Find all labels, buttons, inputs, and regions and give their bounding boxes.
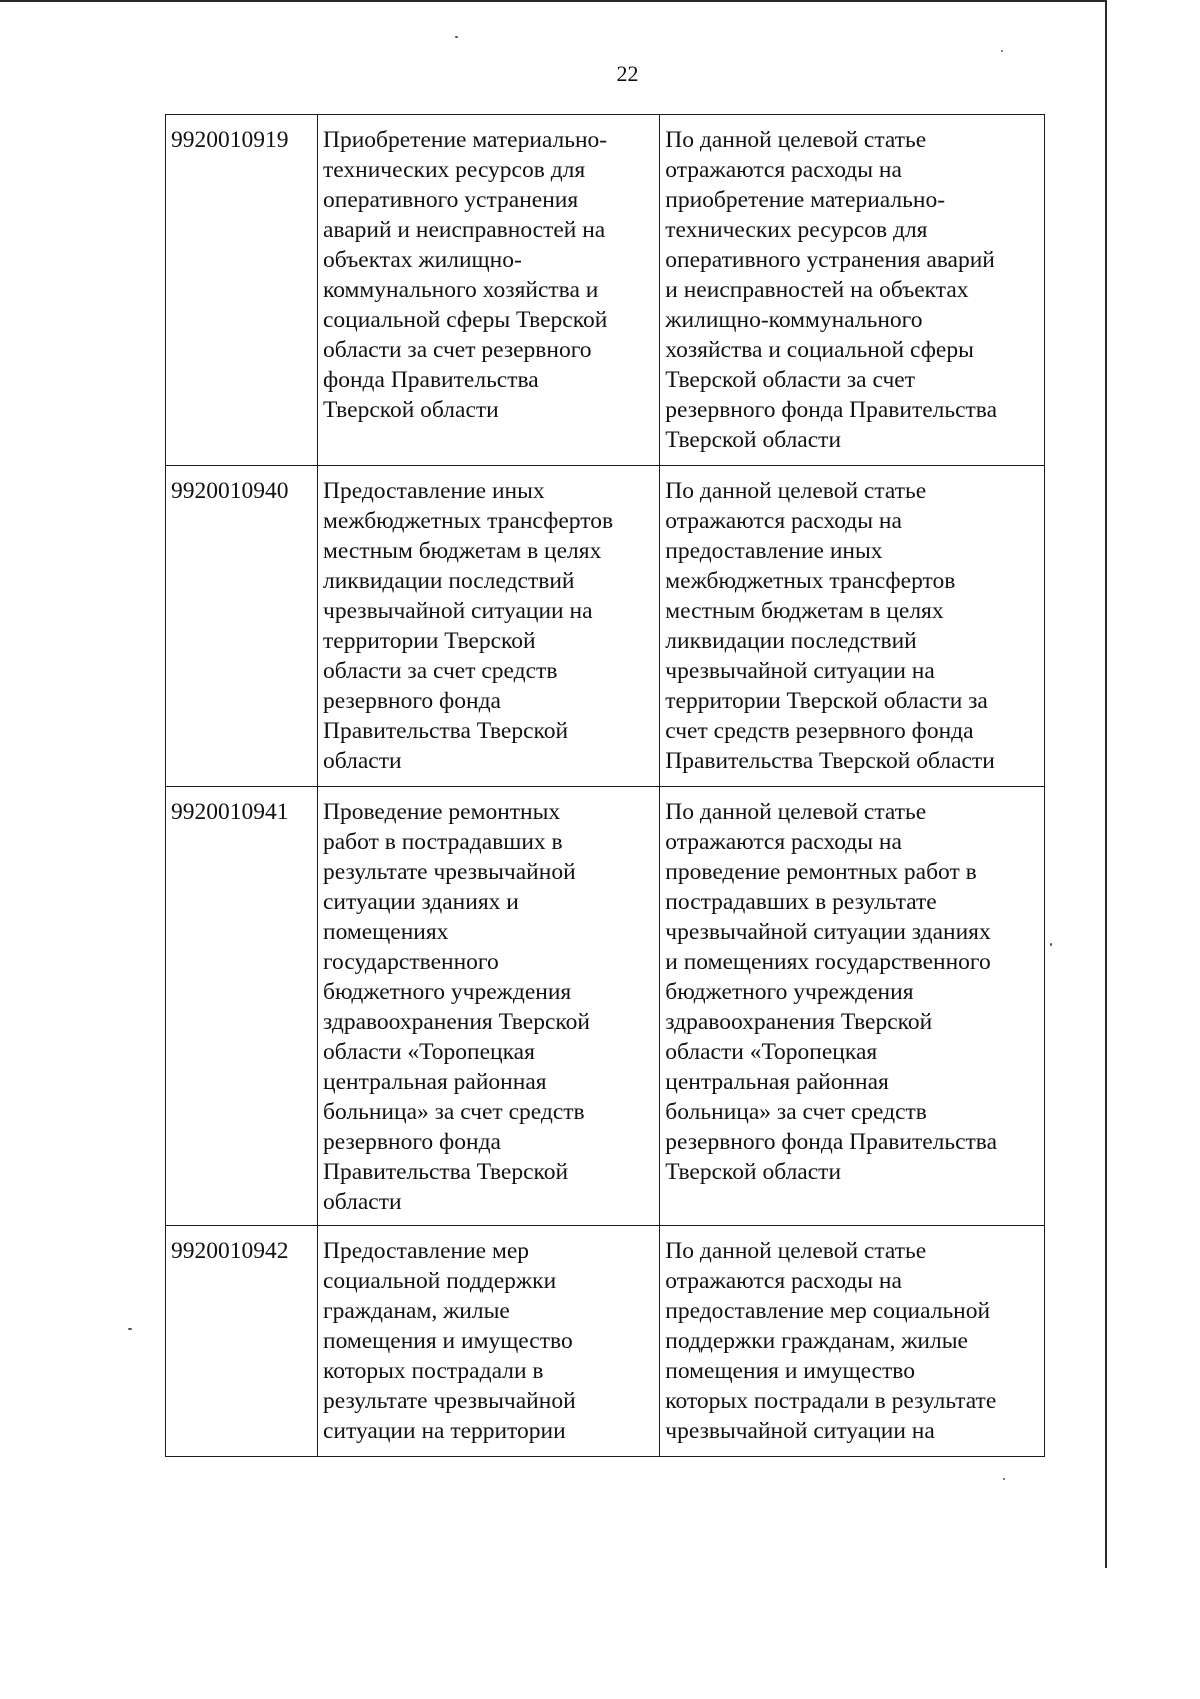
article-name-cell: Предоставление иных межбюджетных трансфертов местным бюджетам в целях ликвидации последствий чрезвычайной ситуации на территории Тверской области за счет средств резервного фонда Правительства Тверской области: [318, 466, 660, 787]
scan-top-edge: [0, 0, 1107, 2]
table-row: [166, 466, 1045, 787]
page-number: 22: [616, 61, 639, 86]
article-name-cell: Предоставление мер социальной поддержки гражданам, жилые помещения и имущество которых пострадали в результате чрезвычайной ситуации на территории: [318, 1226, 660, 1457]
scan-speck: [1050, 943, 1052, 946]
article-code-cell: 9920010940: [166, 466, 318, 787]
table-row: [166, 787, 1045, 1226]
scan-right-edge: [1105, 0, 1107, 1568]
scan-speck: [1003, 1478, 1005, 1480]
table-row: [166, 1226, 1045, 1457]
scan-speck: [128, 1328, 132, 1330]
article-code-cell: 9920010942: [166, 1226, 318, 1457]
article-name-cell: Проведение ремонтных работ в пострадавших в результате чрезвычайной ситуации зданиях и помещениях государственного бюджетного учреждения здравоохранения Тверской области «Торопецкая центральная районная больница» за счет средств резервного фонда Правительства Тверской области: [318, 787, 660, 1226]
article-code-cell: 9920010941: [166, 787, 318, 1226]
article-description-cell: По данной целевой статье отражаются расходы на приобретение материально- технических ресурсов для оперативного устранения аварий и неисправностей на объектах жилищно-коммунального хозяйства и социальной сферы Тверской области за счет резервного фонда Правительства Тверской области: [660, 115, 1045, 466]
article-description-cell: По данной целевой статье отражаются расходы на проведение ремонтных работ в пострадавших в результате чрезвычайной ситуации зданиях и помещениях государственного бюджетного учреждения здравоохранения Тверской области «Торопецкая центральная районная больница» за счет средств резервного фонда Правительства Тверской области: [660, 787, 1045, 1226]
scan-speck: [455, 36, 458, 38]
scan-speck: [1001, 50, 1003, 52]
article-code-cell: 9920010919: [166, 115, 318, 466]
article-name-cell: Приобретение материально- технических ресурсов для оперативного устранения аварий и неисправностей на объектах жилищно- коммунального хозяйства и социальной сферы Тверской области за счет резервного фонда Правительства Тверской области: [318, 115, 660, 466]
article-description-cell: По данной целевой статье отражаются расходы на предоставление мер социальной поддержки гражданам, жилые помещения и имущество которых пострадали в результате чрезвычайной ситуации на: [660, 1226, 1045, 1457]
article-description-cell: По данной целевой статье отражаются расходы на предоставление иных межбюджетных трансфертов местным бюджетам в целях ликвидации последствий чрезвычайной ситуации на территории Тверской области за счет средств резервного фонда Правительства Тверской области: [660, 466, 1045, 787]
target-articles-table: [165, 114, 1045, 1457]
table-row: [166, 115, 1045, 466]
